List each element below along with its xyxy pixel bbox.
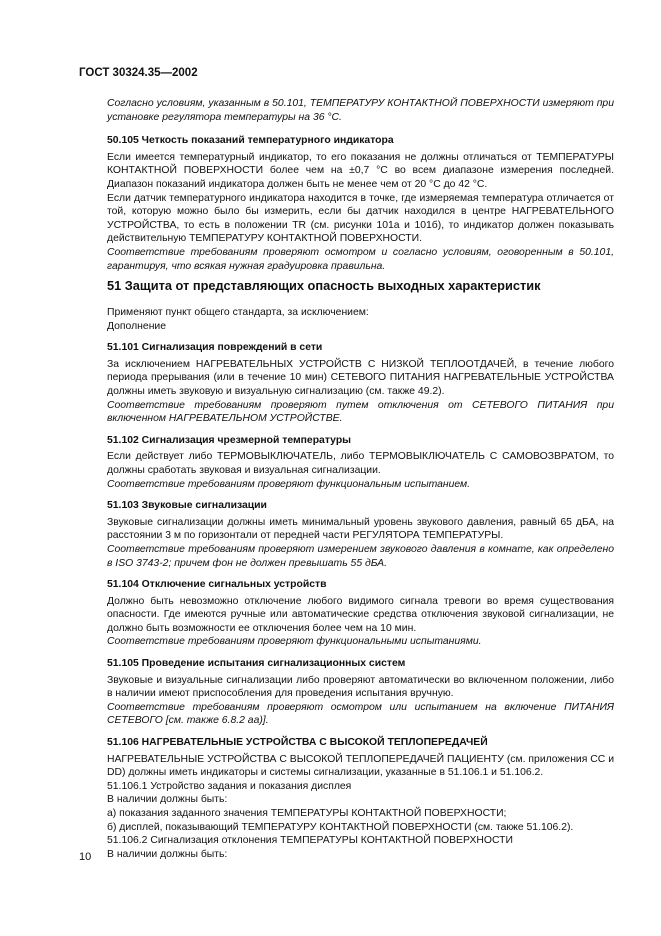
paragraph-51-104-b: Соответствие требованиям проверяют функциональными испытаниями. xyxy=(107,636,482,648)
heading-51-101: 51.101 Сигнализация повреждений в сети xyxy=(107,342,323,354)
paragraph-50-105-b: Если датчик температурного индикатора находится в точке, где измеряемая температура отличается от той, которую можно было бы измерить, если бы датчик находился в центре НАГРЕВАТЕЛЬНОГО УСТРОЙСТВА, то есть в положении TR (см. рисунки 101а и 101б), то индикатор должен показывать действительную ТЕМПЕРАТУРУ КОНТАКТНОЙ ПОВЕРХНОСТИ. xyxy=(107,192,614,245)
section-51-title: 51 Защита от представляющих опасность выходных характеристик xyxy=(107,278,541,293)
paragraph-51-102-b: Соответствие требованиям проверяют функциональным испытанием. xyxy=(107,478,471,490)
heading-51-105: 51.105 Проведение испытания сигнализационных систем xyxy=(107,658,406,670)
content-upper xyxy=(107,97,614,273)
content-lower xyxy=(107,306,614,861)
list-item-a: а) показания заданного значения ТЕМПЕРАТУРЫ КОНТАКТНОЙ ПОВЕРХНОСТИ; xyxy=(107,808,507,819)
paragraph-50-105-a: Если имеется температурный индикатор, то его показания не должны отличаться от ТЕМПЕРАТУРЫ КОНТАКТНОЙ ПОВЕРХНОСТИ более чем на ±0,7 °С во всем диапазоне измерения последней. Диапазон показаний индикатора должен быть не менее чем от 20 °С до 42 °С. xyxy=(107,151,614,190)
paragraph-51-103-a: Звуковые сигнализации должны иметь минимальный уровень звукового давления, равный 65 дБА, на расстоянии 3 м по горизонтали от передней части РЕГУЛЯТОРА ТЕМПЕРАТУРЫ. xyxy=(107,516,614,542)
paragraph-51-103-b: Соответствие требованиям проверяют измерением звукового давления в комнате, как определено в ISO 3743-2; причем фон не должен превышать 55 дБА. xyxy=(107,543,614,569)
paragraph-must-1: В наличии должны быть: xyxy=(107,794,228,806)
paragraph-51-101-a: За исключением НАГРЕВАТЕЛЬНЫХ УСТРОЙСТВ С НИЗКОЙ ТЕПЛООТДАЧЕЙ, в течение любого периода прерывания (или в течение 10 мин) СЕТЕВОГО ПИТАНИЯ НАГРЕВАТЕЛЬНЫЕ УСТРОЙСТВА должны иметь звуковую и визуальную сигнализацию (см. также 49.2). xyxy=(107,358,614,397)
heading-51-104: 51.104 Отключение сигнальных устройств xyxy=(107,579,327,591)
paragraph-51-106-2: 51.106.2 Сигнализация отклонения ТЕМПЕРАТУРЫ КОНТАКТНОЙ ПОВЕРХНОСТИ xyxy=(107,835,513,847)
paragraph-51-101-b: Соответствие требованиям проверяют путем отключения от СЕТЕВОГО ПИТАНИЯ при включенном НАГРЕВАТЕЛЬНОМ УСТРОЙСТВЕ. xyxy=(107,399,614,425)
intro-paragraph: Согласно условиям, указанным в 50.101, ТЕМПЕРАТУРУ КОНТАКТНОЙ ПОВЕРХНОСТИ измеряют при установке регулятора температуры на 36 °С. xyxy=(107,98,614,123)
document-header: ГОСТ 30324.35—2002 xyxy=(79,67,198,79)
paragraph-51-105-b: Соответствие требованиям проверяют осмотром или испытанием на включение ПИТАНИЯ СЕТЕВОГО [см. также 6.8.2 аа)]. xyxy=(107,701,614,727)
paragraph-51-a: Применяют пункт общего стандарта, за исключением: xyxy=(107,307,369,318)
paragraph-51-b: Дополнение xyxy=(107,320,167,332)
paragraph-must-2: В наличии должны быть: xyxy=(107,848,228,860)
heading-50-105: 50.105 Четкость показаний температурного индикатора xyxy=(107,135,394,147)
paragraph-51-105-a: Звуковые и визуальные сигнализации либо проверяют автоматически во включенном положении, либо в наличии имеют приспособления для проведения испытания вручную. xyxy=(107,674,614,700)
paragraph-51-106-a: НАГРЕВАТЕЛЬНЫЕ УСТРОЙСТВА С ВЫСОКОЙ ТЕПЛОПЕРЕДАЧЕЙ ПАЦИЕНТУ (см. приложения СС и DD) должны иметь индикаторы и системы сигнализации, указанные в 51.106.1 и 51.106.2. xyxy=(107,753,614,779)
paragraph-51-106-1: 51.106.1 Устройство задания и показания дисплея xyxy=(107,780,352,792)
paragraph-50-105-c: Соответствие требованиям проверяют осмотром и согласно условиям, оговоренным в 50.101, гарантируя, что всякая нужная градуировка правильна. xyxy=(107,246,614,272)
paragraph-51-102-a: Если действует либо ТЕРМОВЫКЛЮЧАТЕЛЬ, либо ТЕРМОВЫКЛЮЧАТЕЛЬ С САМОВОЗВРАТОМ, то должны сработать звуковая и визуальная сигнализации. xyxy=(107,451,614,476)
paragraph-51-104-a: Должно быть невозможно отключение любого видимого сигнала тревоги во время существования опасности. Где имеются ручные или автоматические средства отключения звуковой сигнализации, не должно быть возможности ее отключения более чем на 10 мин. xyxy=(107,595,614,634)
heading-51-102: 51.102 Сигнализация чрезмерной температуры xyxy=(107,434,352,446)
page-number: 10 xyxy=(79,851,92,863)
list-item-b: б) дисплей, показывающий ТЕМПЕРАТУРУ КОНТАКТНОЙ ПОВЕРХНОСТИ (см. также 51.106.2). xyxy=(107,821,574,833)
heading-51-103: 51.103 Звуковые сигнализации xyxy=(107,500,267,512)
heading-51-106: 51.106 НАГРЕВАТЕЛЬНЫЕ УСТРОЙСТВА С ВЫСОКОЙ ТЕПЛОПЕРЕДАЧЕЙ xyxy=(107,737,488,749)
